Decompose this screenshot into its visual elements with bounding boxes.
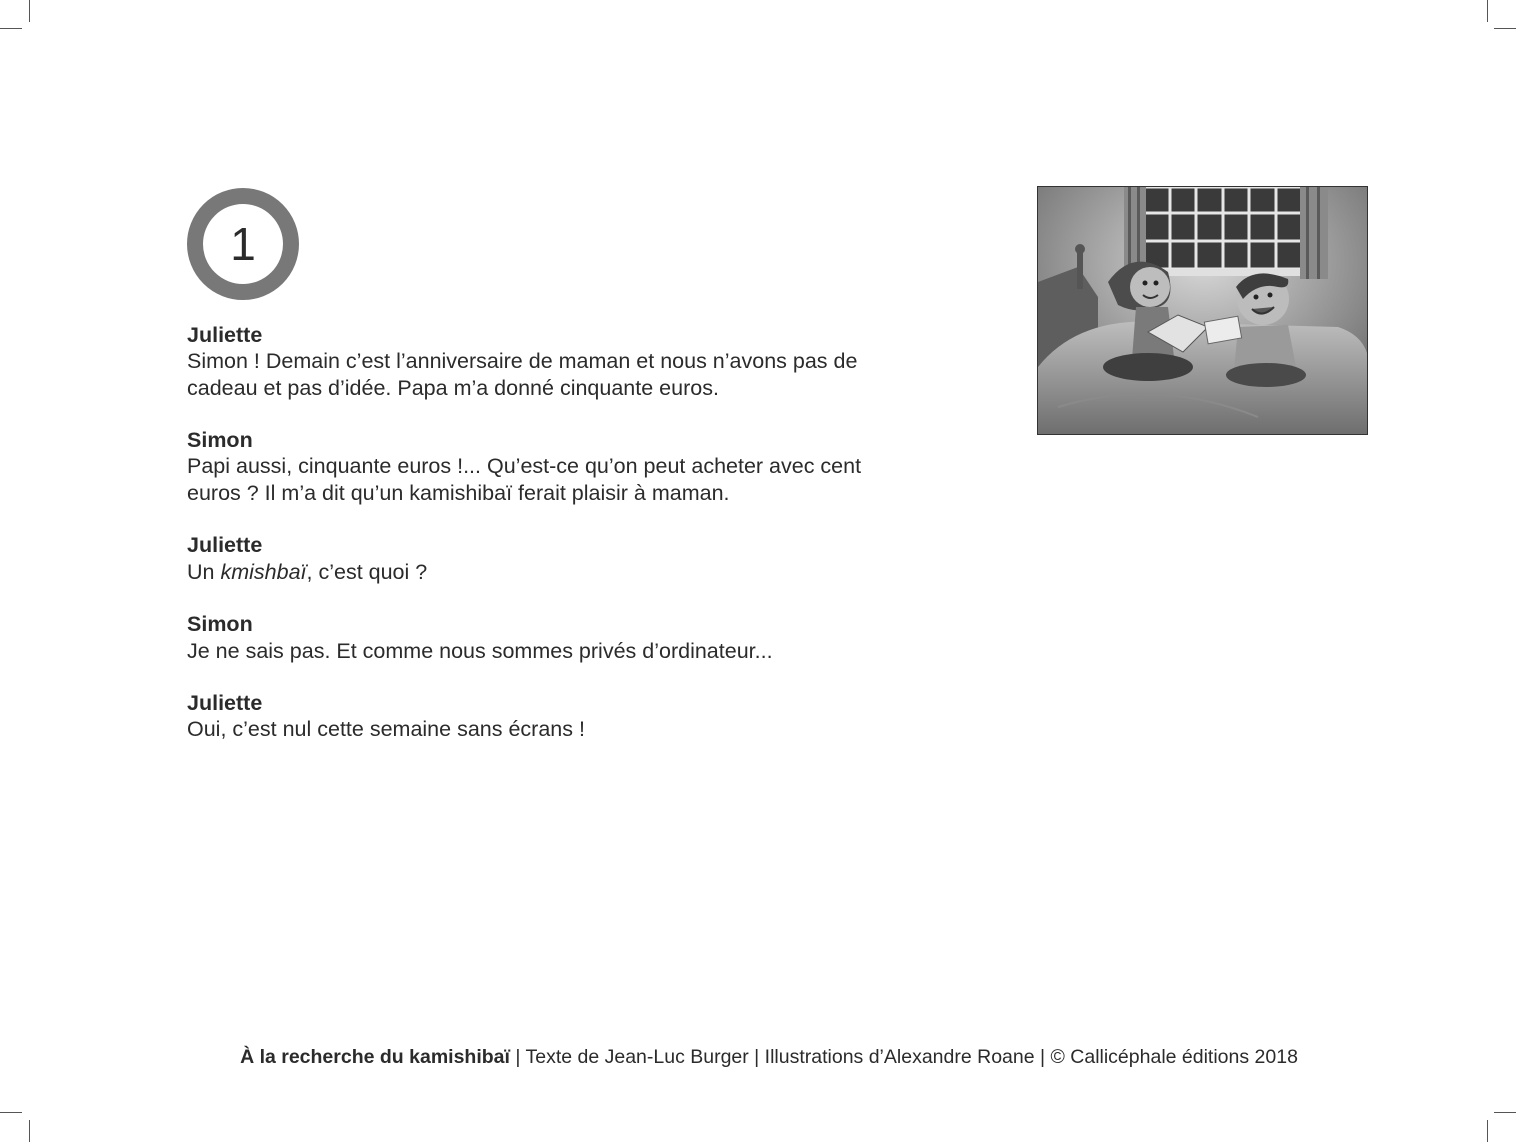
footer-credits-text: | Texte de Jean-Luc Burger | Illustrations d’Alexandre Roane | © Callicéphale éditions 2018	[509, 1046, 1298, 1068]
crop-mark-bottom-left-vertical	[29, 1120, 30, 1142]
bed	[1038, 322, 1368, 435]
dialogue-line	[187, 532, 917, 585]
crop-mark-bottom-left-horizontal	[0, 1112, 22, 1113]
speaker-name: Juliette	[187, 533, 263, 558]
speaker-name: Simon	[187, 612, 253, 637]
crop-mark-bottom-right-vertical	[1487, 1120, 1488, 1142]
speech-text-before: Un	[187, 559, 221, 584]
crop-mark-top-left-vertical	[29, 0, 30, 22]
dialogue-line	[187, 690, 917, 743]
speech-text-after: , c’est quoi ?	[306, 559, 428, 584]
dialogue-line	[187, 427, 917, 506]
speaker-name: Juliette	[187, 323, 263, 347]
footer-credits	[0, 1046, 1516, 1069]
speech-text: Oui, c’est nul cette semaine sans écrans !	[187, 717, 585, 742]
illustration	[1037, 186, 1368, 435]
crop-mark-bottom-right-horizontal	[1494, 1112, 1516, 1113]
dialogue-line	[187, 322, 917, 401]
speaker-name: Simon	[187, 428, 253, 453]
illustration-drawing	[1038, 187, 1368, 435]
crop-mark-top-right-vertical	[1487, 0, 1488, 22]
speech-text-italic: kmishbaï	[220, 559, 307, 584]
footer-book-title: À la recherche du kamishibaï	[240, 1046, 510, 1068]
window	[1138, 187, 1308, 276]
speaker-name: Juliette	[187, 691, 263, 716]
speech-text	[187, 559, 917, 585]
crop-mark-top-left-horizontal	[0, 28, 22, 29]
speech-text: Je ne sais pas. Et comme nous sommes privés d’ordinateur...	[187, 638, 773, 663]
page-number: 1	[230, 218, 256, 270]
page-number-badge	[187, 188, 299, 300]
crop-mark-top-right-horizontal	[1494, 28, 1516, 29]
dialogue	[187, 322, 917, 769]
dialogue-line	[187, 611, 917, 664]
speech-text: Papi aussi, cinquante euros !... Qu’est-ce qu’on peut acheter avec cent euros ? Il m’a dit qu’un kamishibaï ferait plaisir à maman.	[187, 454, 862, 505]
speech-text: Simon ! Demain c’est l’anniversaire de maman et nous n’avons pas de cadeau et pas d’idée. Papa m’a donné cinquante euros.	[187, 349, 858, 400]
